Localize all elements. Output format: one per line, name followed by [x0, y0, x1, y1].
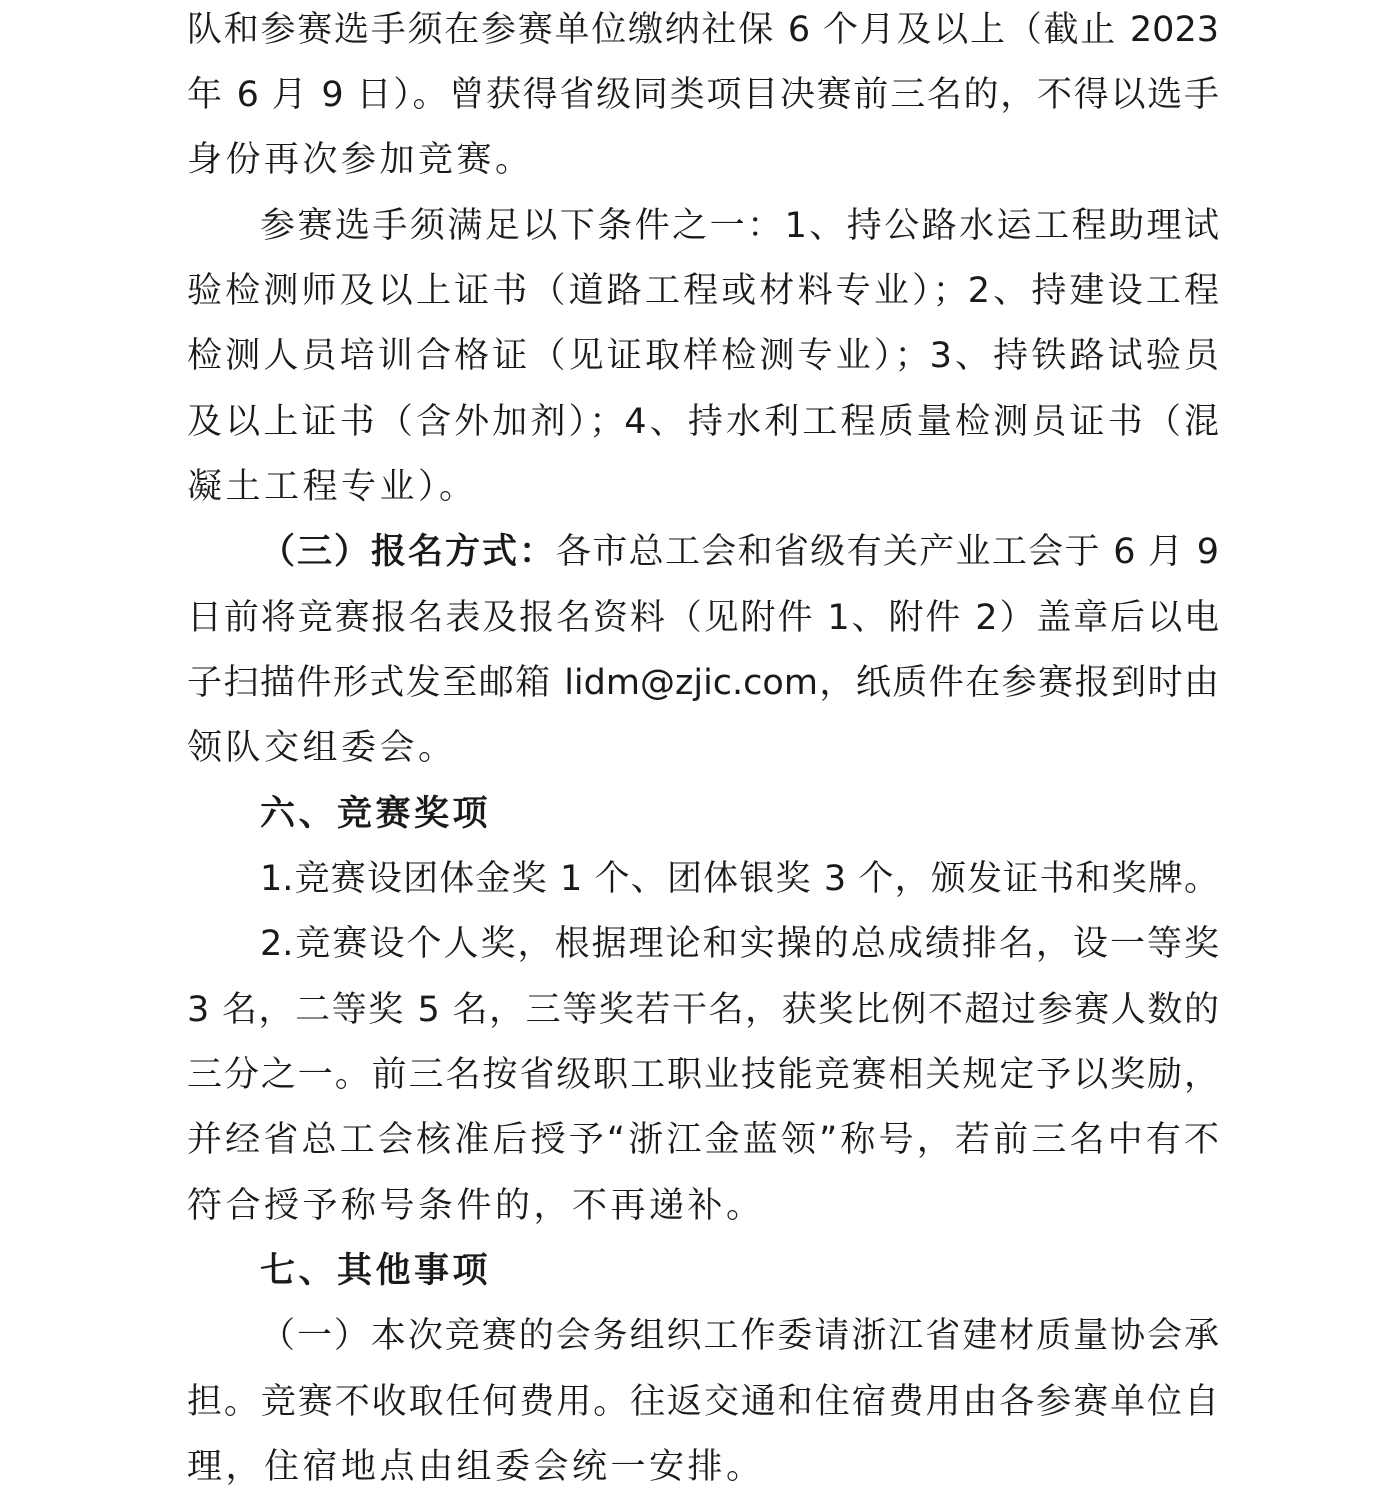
- section-heading: 七、其他事项: [260, 1251, 492, 1291]
- text-line: 领队交组委会。: [187, 728, 457, 768]
- text-line: 并经省总工会核准后授予“浙江金蓝领”称号，若前三名中有不: [187, 1120, 1219, 1160]
- text-line: 及以上证书（含外加剂）；4、持水利工程质量检测员证书（混: [187, 402, 1219, 442]
- text-line: 3 名，二等奖 5 名，三等奖若干名，获奖比例不超过参赛人数的: [187, 990, 1219, 1030]
- text-line: 各市总工会和省级有关产业工会于 6 月 9: [556, 532, 1219, 572]
- text-line: 符合授予称号条件的，不再递补。: [187, 1186, 765, 1226]
- text-line: 子扫描件形式发至邮箱 lidm@zjic.com，纸质件在参赛报到时由: [187, 663, 1219, 703]
- text-line: 年 6 月 9 日）。曾获得省级同类项目决赛前三名的，不得以选手: [187, 75, 1219, 115]
- text-line: 担。竞赛不收取任何费用。往返交通和住宿费用由各参赛单位自: [187, 1382, 1219, 1422]
- paragraph-first-line: [260, 530, 1219, 574]
- paragraph-first-line: 1.竞赛设团体金奖 1 个、团体银奖 3 个，颁发证书和奖牌。: [260, 859, 1219, 899]
- paragraph-first-line: （一）本次竞赛的会务组织工作委请浙江省建材质量协会承: [260, 1316, 1219, 1356]
- text-line: 队和参赛选手须在参赛单位缴纳社保 6 个月及以上（截止 2023: [187, 10, 1219, 50]
- section-heading: 六、竞赛奖项: [260, 794, 492, 834]
- paragraph-first-line: 2.竞赛设个人奖，根据理论和实操的总成绩排名，设一等奖: [260, 924, 1219, 964]
- text-line: 凝土工程专业）。: [187, 467, 478, 507]
- text-line: 检测人员培训合格证（见证取样检测专业）；3、持铁路试验员: [187, 336, 1219, 376]
- text-line: 身份再次参加竞赛。: [187, 140, 534, 180]
- text-line: 三分之一。前三名按省级职工职业技能竞赛相关规定予以奖励，: [187, 1055, 1219, 1095]
- text-line: 理，住宿地点由组委会统一安排。: [187, 1447, 765, 1487]
- text-line: 验检测师及以上证书（道路工程或材料专业）；2、持建设工程: [187, 271, 1219, 311]
- section-label: （三）报名方式：: [260, 532, 557, 572]
- paragraph-first-line: 参赛选手须满足以下条件之一：1、持公路水运工程助理试: [260, 206, 1219, 246]
- text-line: 日前将竞赛报名表及报名资料（见附件 1、附件 2）盖章后以电: [187, 598, 1219, 638]
